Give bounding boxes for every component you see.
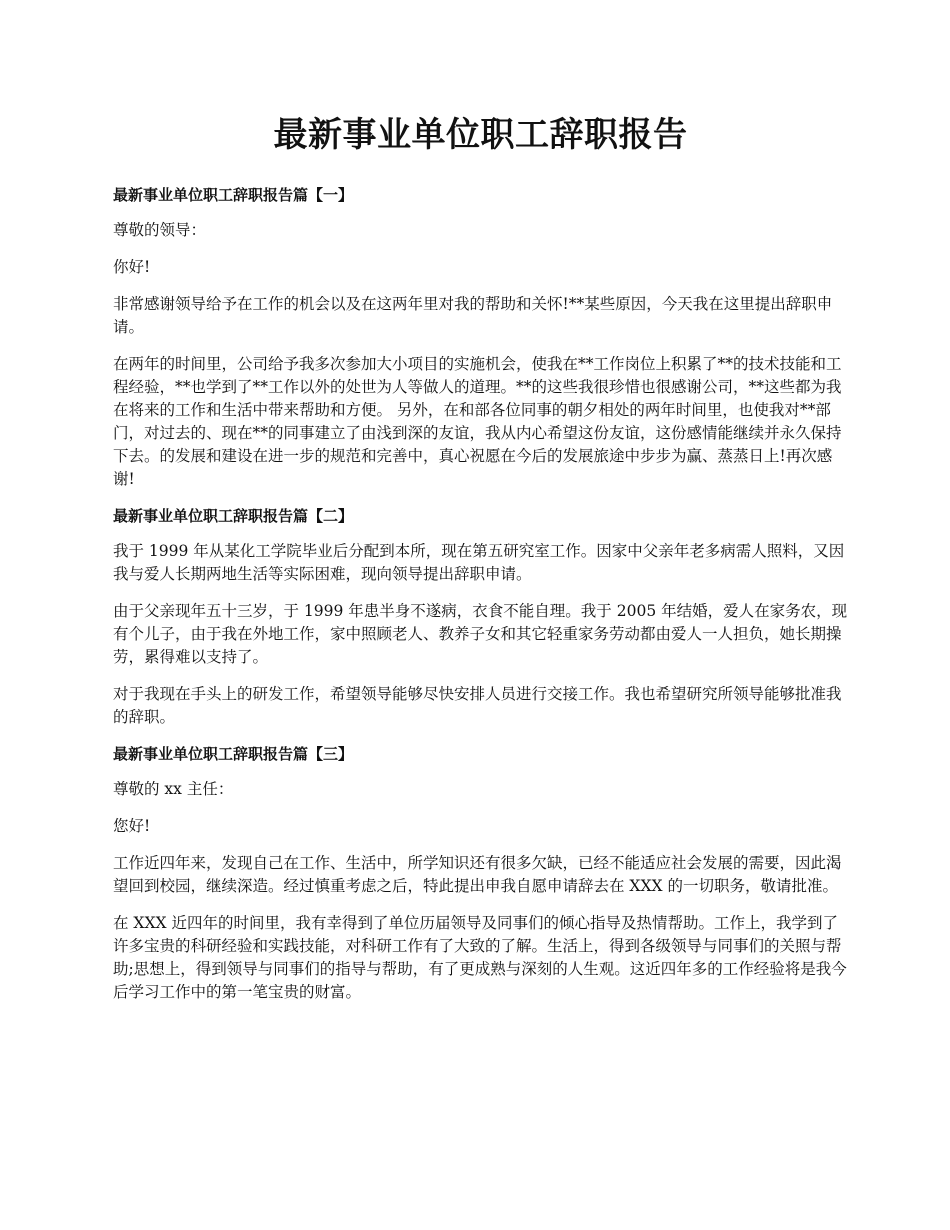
section-3	[113, 743, 848, 1004]
greeting: 您好!	[113, 817, 151, 835]
document-title: 最新事业单位职工辞职报告	[273, 115, 688, 155]
section-1	[113, 184, 848, 491]
greeting: 你好!	[113, 258, 151, 276]
section-heading: 最新事业单位职工辞职报告篇【二】	[113, 507, 354, 525]
body-paragraph: 我于 1999 年从某化工学院毕业后分配到本所，现在第五研究室工作。因家中父亲年老多病需人照料，又因我与爱人长期两地生活等实际困难，现向领导提出辞职申请。	[113, 542, 845, 583]
body-paragraph: 在 XXX 近四年的时间里，我有幸得到了单位历届领导及同事们的倾心指导及热情帮助。工作上，我学到了许多宝贵的科研经验和实践技能，对科研工作有了大致的了解。生活上，得到各级领导与同事们的关照与帮助;思想上，得到领导与同事们的指导与帮助，有了更成熟与深刻的人生观。这近四年多的工作经验将是我今后学习工作中的第一笔宝贵的财富。	[113, 914, 847, 1001]
salutation: 尊敬的领导：	[113, 221, 207, 239]
document-page	[113, 110, 848, 1018]
salutation: 尊敬的 xx 主任：	[113, 780, 234, 798]
section-heading: 最新事业单位职工辞职报告篇【三】	[113, 745, 354, 763]
section-2	[113, 505, 848, 729]
body-paragraph: 在两年的时间里，公司给予我多次参加大小项目的实施机会，使我在**工作岗位上积累了**的技术技能和工程经验，**也学到了**工作以外的处世为人等做人的道理。**的这些我很珍惜也很感谢公司，**这些都为我在将来的工作和生活中带来帮助和方便。 另外，在和部各位同事的朝夕相处的两年时间里，也使我对**部门，对过去的、现在**的同事建立了由浅到深的友谊，我从内心希望这份友谊，这份感情能继续并永久保持下去。的发展和建设在进一步的规范和完善中，真心祝愿在今后的发展旅途中步步为赢、蒸蒸日上!再次感谢!	[113, 355, 842, 488]
body-paragraph: 对于我现在手头上的研发工作，希望领导能够尽快安排人员进行交接工作。我也希望研究所领导能够批准我的辞职。	[113, 685, 842, 726]
body-paragraph: 由于父亲现年五十三岁，于 1999 年患半身不遂病，衣食不能自理。我于 2005 年结婚，爱人在家务农，现有个儿子，由于我在外地工作，家中照顾老人、教养子女和其它轻重家务劳动都由爱人一人担负，她长期操劳，累得难以支持了。	[113, 602, 848, 666]
body-paragraph: 工作近四年来，发现自己在工作、生活中，所学知识还有很多欠缺，已经不能适应社会发展的需要，因此渴望回到校园，继续深造。经过慎重考虑之后，特此提出申我自愿申请辞去在 XXX 的一切职务，敬请批准。	[113, 854, 842, 895]
body-paragraph: 非常感谢领导给予在工作的机会以及在这两年里对我的帮助和关怀!**某些原因，今天我在这里提出辞职申请。	[113, 295, 833, 336]
section-heading: 最新事业单位职工辞职报告篇【一】	[113, 186, 354, 204]
